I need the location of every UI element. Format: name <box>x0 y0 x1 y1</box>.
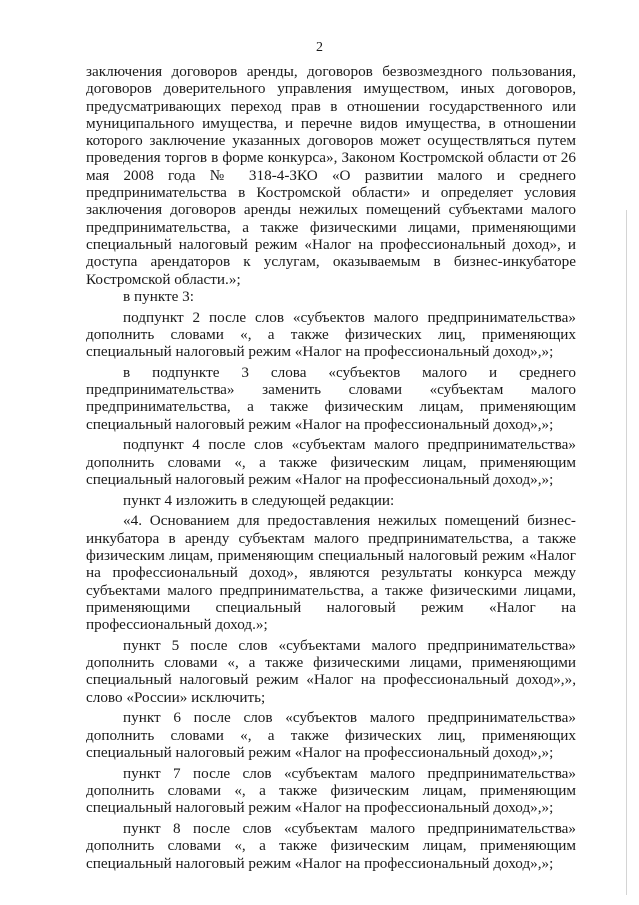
paragraph-point-4-intro: пункт 4 изложить в следующей редакции: <box>123 491 395 509</box>
document-body <box>86 63 576 872</box>
paragraph-subpoint-4: подпункт 4 после слов «субъектам малого предпринимательства» дополнить словами «, а также физическим лицам, применяющим специальный налоговый режим «Налог на профессиональный доход»,»; <box>86 436 576 488</box>
paragraph-subpoint-3: в подпункте 3 слова «субъектов малого и среднего предпринимательства» заменить словами «субъектам малого предпринимательства, а также физическим лицам, применяющим специальный налоговый режим «Налог на профессиональный доход»,»; <box>86 363 576 433</box>
scan-edge-line <box>626 210 627 895</box>
page-number: 2 <box>316 40 323 55</box>
paragraph-point-6: пункт 6 после слов «субъектов малого предпринимательства» дополнить словами «, а также физических лиц, применяющих специальный налоговый режим «Налог на профессиональный доход»,»; <box>86 709 576 762</box>
paragraph-subpoint-2: подпункт 2 после слов «субъектов малого предпринимательства» дополнить словами «, а также физических лиц, применяющих специальный налоговый режим «Налог на профессиональный доход»,»; <box>86 308 576 361</box>
paragraph-point-7: пункт 7 после слов «субъектам малого предпринимательства» дополнить словами «, а также физическим лицам, применяющим специальный налоговый режим «Налог на профессиональный доход»,»; <box>86 764 576 817</box>
paragraph-point-8: пункт 8 после слов «субъектам малого предпринимательства» дополнить словами «, а также физическим лицам, применяющим специальный налоговый режим «Налог на профессиональный доход»,»; <box>86 819 576 872</box>
paragraph-point-4-text: «4. Основанием для предоставления нежилых помещений бизнес-инкубатора в аренду субъектам малого предпринимательства, а также физическим лицам, применяющим специальный налоговый режим «Налог на профессиональный доход», являются результаты конкурса между субъектами малого предпринимательства, а также физическими лицами, применяющими специальный налоговый режим «Налог на профессиональный доход.»; <box>86 512 576 634</box>
paragraph-continuation: заключения договоров аренды, договоров безвозмездного пользования, договоров доверительного управления имуществом, иных договоров, предусматривающих переход прав в отношении государственного или муниципального имущества, и перечне видов имущества, в отношении которого заключение указанных договоров может осуществляться путем проведения торгов в форме конкурса», Законом Костромской области от 26 мая 2008 года № 318-4-ЗКО «О развитии малого и среднего предпринимательства в Костромской области» и определяет условия заключения договоров аренды нежилых помещений субъектами малого предпринимательства, а также физическими лицами, применяющими специальный налоговый режим «Налог на профессиональный доход», и доступа арендаторов к услугам, оказываемым в бизнес-инкубаторе Костромской области.»; <box>86 63 576 288</box>
paragraph-point-5: пункт 5 после слов «субъектами малого предпринимательства» дополнить словами «, а также физическими лицами, применяющими специальный налоговый режим «Налог на профессиональный доход»,», слово «России» исключить; <box>86 636 576 706</box>
paragraph-point-3-intro: в пункте 3: <box>123 287 194 305</box>
